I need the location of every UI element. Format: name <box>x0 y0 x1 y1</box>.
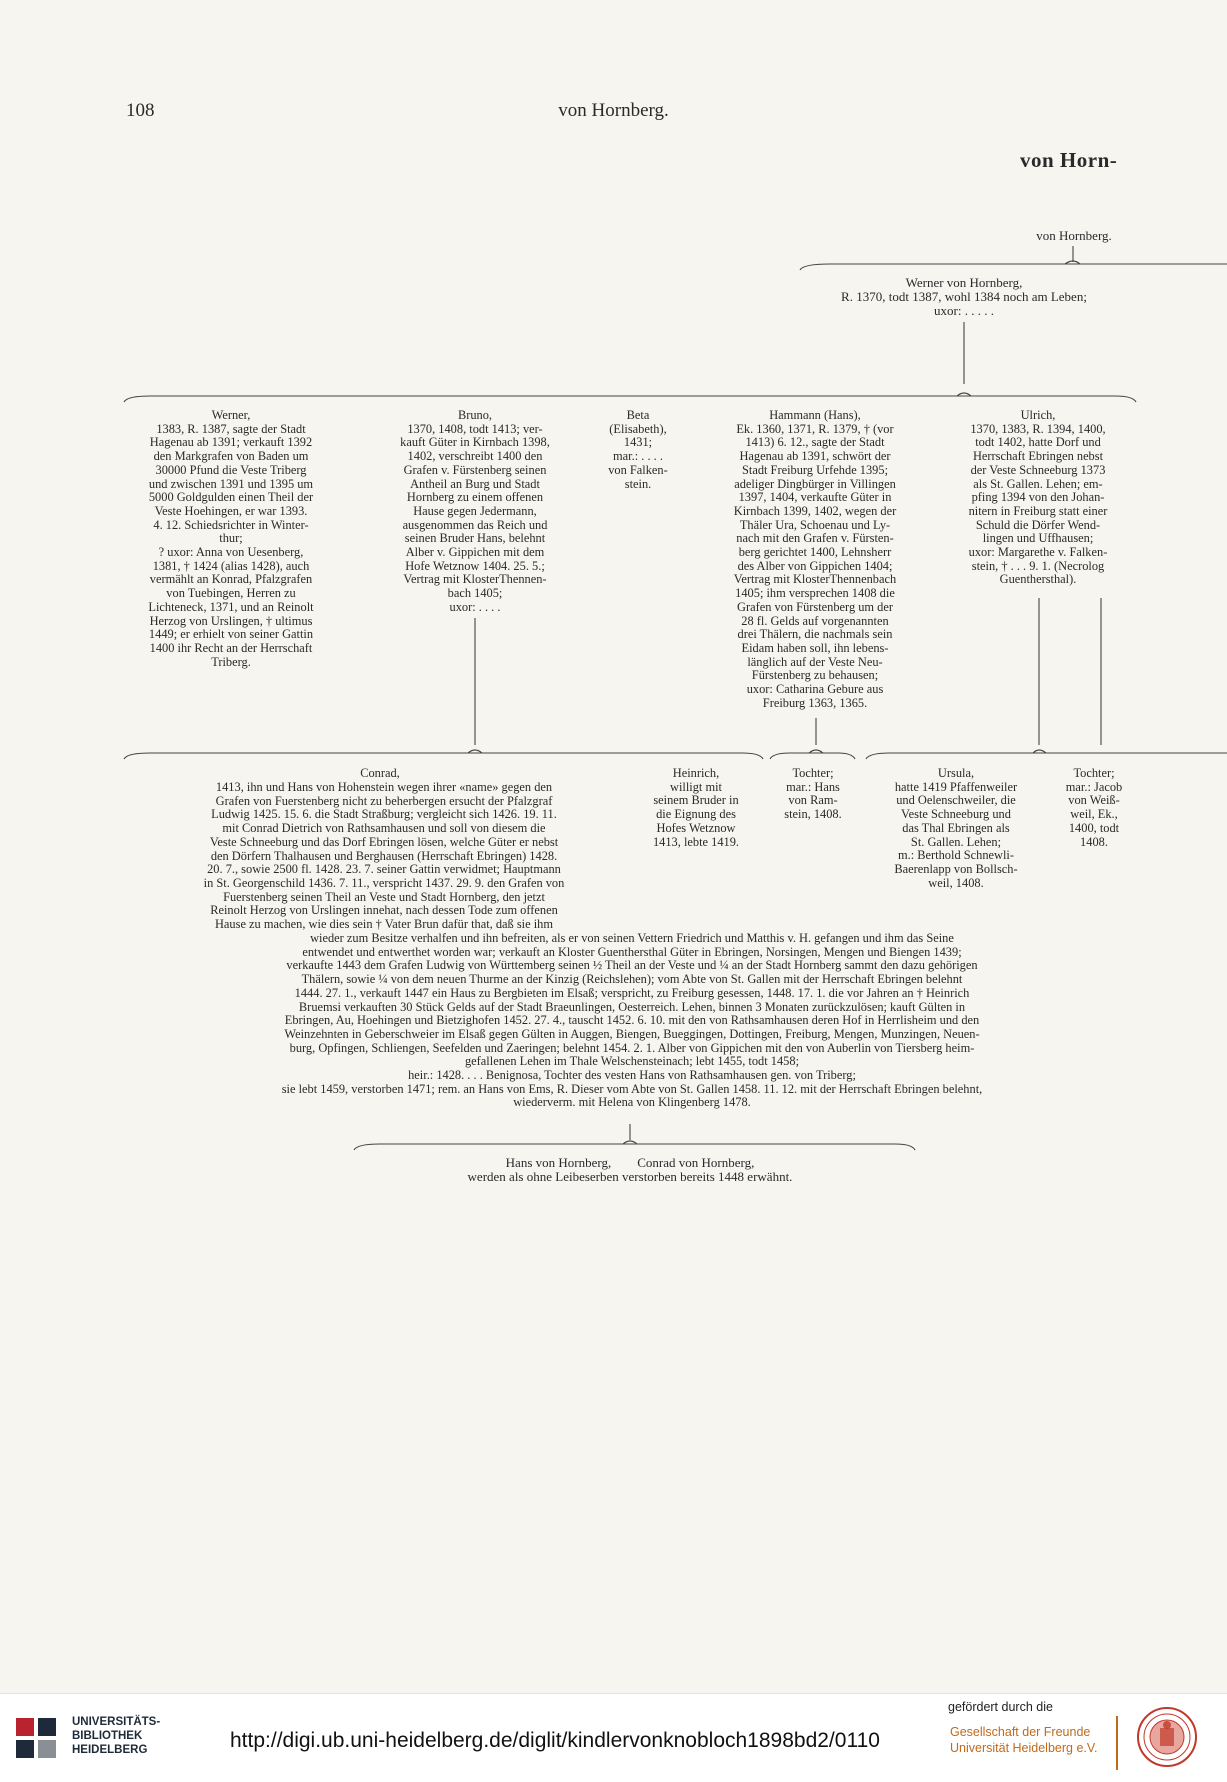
person-conrad-title: Conrad, <box>360 766 400 780</box>
sponsor-label: gefördert durch die <box>948 1700 1053 1714</box>
university-library-logo-icon <box>14 1712 66 1764</box>
person-conrad-short: 1413, ihn und Hans von Hohenstein wegen ihrer «name» gegen den Grafen von Fuerstenberg nicht zu beherbergen ersucht der Pfalzgraf Ludwig 1425. 15. 6. die Stadt Straßburg; vergleicht sich 1426. 19. 11. mit Conrad Dietrich von Rathsamhausen und soll von diesem die Veste Schneeburg und das Dorf Ebringen lösen, welche Güter er nebst den Dörfern Thalhausen und Berghausen (Herrschaft Ebringen) 1428. 20. 7., sowie 2500 fl. 1428. 23. 7. seiner Gattin verwidmet; Hauptmann in St. Georgenschild 1436. 7. 11., verspricht 1437. 29. 9. den Grafen von Fuerstenberg seinen Theil an Veste und Stadt Hornberg, den jetzt Reinolt Herzog von Urslingen innehat, nach dessen Tode zum offenen Hause zu machen, wie dies sein † Vater Brun dafür that, daß sie ihm <box>203 780 565 932</box>
university-seal-icon <box>1136 1706 1198 1768</box>
persons-hans-and-conrad: Hans von Hornberg, Conrad von Hornberg, werden als ohne Leibeserben verstorben bereits 1448 erwähnt. <box>467 1155 793 1184</box>
person-werner-von-hornberg: Werner von Hornberg, R. 1370, todt 1387, wohl 1384 noch am Leben; uxor: . . . . . <box>841 275 1087 318</box>
person-werner: Werner, 1383, R. 1387, sagte der Stadt Hagenau ab 1391; verkauft 1392 den Markgrafen von Baden um 30000 Pfund die Veste Triberg und zwischen 1391 und 1395 um 5000 Goldgulden einen Theil der Veste Hoehingen, er war 1393. 4. 12. Schiedsrichter in Winter- thur; ? uxor: Anna von Uesenberg, 1381, † 1424 (alias 1428), auch vermählt an Konrad, Pfalzgrafen von Tuebingen, Herren zu Lichteneck, 1371, und an Reinolt Herzog von Urslingen, † ultimus 1449; er erhielt von seiner Gattin 1400 ihr Recht an der Herrschaft Triberg. <box>148 408 314 669</box>
main-title: von Horn- <box>1020 148 1118 172</box>
tree-root: von Hornberg. <box>1036 228 1112 243</box>
person-ursula: Ursula, hatte 1419 Pfaffenweiler und Oelenschweiler, die Veste Schneeburg und das Thal Ebringen als St. Gallen. Lehen; m.: Berthold Schnewli- Baerenlapp von Bollsch- weil, 1408. <box>894 766 1018 890</box>
person-tochter-weisweil: Tochter; mar.: Jacob von Weiß- weil, Ek., 1400, todt 1408. <box>1065 766 1123 849</box>
person-ulrich: Ulrich, 1370, 1383, R. 1394, 1400, todt 1402, hatte Dorf und Herrschaft Ebringen nebst der Veste Schneeburg 1373 als St. Gallen. Lehen; em- pfing 1394 von den Johan- nitern in Freiburg statt einer Schuld die Dörfer Wend- lingen und Uffhausen; uxor: Margarethe v. Falken- stein, † . . . 9. 1. (Necrolog Guenthersthal). <box>968 408 1108 587</box>
running-title: von Hornberg. <box>558 100 669 121</box>
footer-bar <box>0 1693 1227 1782</box>
permalink-url[interactable]: http://digi.ub.uni-heidelberg.de/diglit/kindlervonknobloch1898bd2/0110 <box>230 1729 880 1752</box>
sponsor-name: Gesellschaft der Freunde Universität Heidelberg e.V. <box>950 1725 1098 1755</box>
person-heinrich: Heinrich, willigt mit seinem Bruder in die Eignung des Hofes Wetznow 1413, lebte 1419. <box>652 766 740 849</box>
university-library-name: UNIVERSITÄTS- BIBLIOTHEK HEIDELBERG <box>72 1716 161 1756</box>
page-number: 108 <box>126 100 155 121</box>
sponsor-divider <box>1116 1716 1118 1770</box>
person-bruno: Bruno, 1370, 1408, todt 1413; ver- kauft Güter in Kirnbach 1398, 1402, verschreibt 1400 den Grafen v. Fürstenberg seinen Antheil an Burg und Stadt Hornberg zu einem offenen Hause gegen Jedermann, ausgenommen das Reich und seinen Bruder Hans, belehnt Alber v. Gippichen mit dem Hofe Wetznow 1404. 25. 5.; Vertrag mit KlosterThennen- bach 1405; uxor: . . . . <box>400 408 550 614</box>
person-conrad-long: wieder zum Besitze verhalfen und ihn befreiten, als er von seinen Vettern Friedrich und Matthis v. H. gefangen und ihm das Seine entwendet und entwerthet worden war; verkauft an Kloster Guenthersthal Güter in Ebringen, Norsingen, Mengen und Biengen 1439; verkaufte 1443 dem Grafen Ludwig von Württemberg seinen ½ Theil an der Veste und ¼ an der Stadt Hornberg sammt den dazu gehörigen Thälern, sowie ¼ von dem neuen Thurme an der Kinzig (Reichslehen); vom Abte von St. Gallen mit der Herrschaft Ebringen belehnt 1444. 27. 1., verkauft 1447 ein Haus zu Bergbieten im Elsaß; verspricht, zu Freiburg gesessen, 1448. 17. 1. die vor Jahren an † Heinrich Bruemsi verkauften 30 Stück Gelds auf der Stadt Braeunlingen, Oesterreich. Lehen, binnen 3 Monaten zurückzulösen; kauft Gülten in Ebringen, Au, Hoehingen und Bietzighofen 1452. 27. 4., tauscht 1452. 6. 10. mit den von Rathsamhausen deren Hof in Herrlisheim und den Weinzehnten in Geberschweier im Elsaß gegen Gülten in Auggen, Biengen, Bueggingen, Dottingen, Freiburg, Mengen, Munzingen, Neuen- burg, Opfingen, Schliengen, Seefelden und Zaeringen; belehnt 1454. 2. 1. Alber von Gippichen mit den von Auberlin von Tiersberg heim- gefallenen Lehen im Thale Welschensteinach; lebt 1455, todt 1458; heir.: 1428. . . . Benignosa, Tochter des vesten Hans von Rathsamhausen gen. von Triberg; sie lebt 1459, verstorben 1471; rem. an Hans von Ems, R. Dieser vom Abte von St. Gallen 1458. 11. 12. mit der Herrschaft Ebringen belehnt, wiederverm. mit Helena von Klingenberg 1478. <box>281 931 983 1110</box>
person-beta: Beta (Elisabeth), 1431; mar.: . . . . von Falken- stein. <box>608 408 668 491</box>
person-tochter-ramstein: Tochter; mar.: Hans von Ram- stein, 1408. <box>784 766 842 822</box>
person-hammann: Hammann (Hans), Ek. 1360, 1371, R. 1379, † (vor 1413) 6. 12., sagte der Stadt Hagenau ab 1391, schwört der Stadt Freiburg Urfehde 1395; adeliger Dingbürger in Villingen 1397, 1404, verkaufte Güter in Kirnbach 1399, 1402, wegen der Thäler Ura, Schoenau und Ly- nach mit den Grafen v. Fürsten- berg gerichtet 1400, Lehnsherr des Alber von Gippichen 1404; Vertrag mit KlosterThennenbach 1405; ihm versprechen 1408 die Grafen von Fürstenberg um der 28 fl. Gelds auf vorgenannten drei Thälern, die nachmals sein Eidam haben soll, ihn lebens- länglich auf der Veste Neu- Fürstenberg zu behausen; uxor: Catharina Gebure aus Freiburg 1363, 1365. <box>733 408 897 710</box>
